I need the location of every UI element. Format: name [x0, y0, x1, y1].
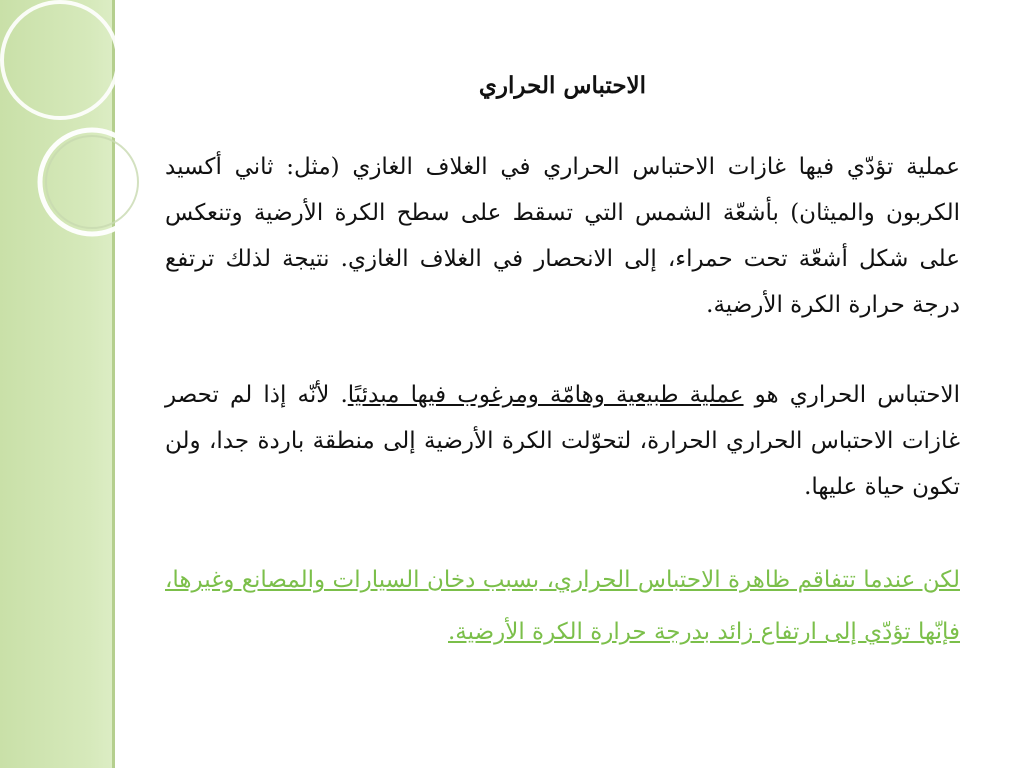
- slide-title: الاحتباس الحراري: [478, 72, 647, 99]
- paragraph2-prefix: الاحتباس الحراري هو: [743, 382, 960, 409]
- paragraph2-suffix: . لأنّه إذا لم تحصر غازات الاحتباس الحراري الحرارة، لتحوّلت الكرة الأرضية إلى منطقة باردة جدا، ولن تكون حياة عليها.: [165, 382, 960, 501]
- natural-process-paragraph: [165, 372, 960, 510]
- definition-paragraph: عملية تؤدّي فيها غازات الاحتباس الحراري في الغلاف الغازي (مثل: ثاني أكسيد الكربون والميثان) بأشعّة الشمس التي تسقط على سطح الكرة الأرضية وتنعكس على شكل أشعّة تحت حمراء، إلى الانحصار في الغلاف الغازي. نتيجة لذلك ترتفع درجة حرارة الكرة الأرضية.: [165, 154, 960, 319]
- slide-content: [165, 70, 960, 658]
- decorative-circles: [0, 0, 140, 260]
- underlined-phrase: عملية طبيعية وهامّة ومرغوب فيها مبدئيًا: [347, 382, 744, 409]
- warning-link-paragraph[interactable]: لكن عندما تتفاقم ظاهرة الاحتباس الحراري، بسبب دخان السيارات والمصانع وغيرها، فإنّها تؤدّي إلى ارتفاع زائد بدرجة حرارة الكرة الأرضية.: [165, 567, 960, 646]
